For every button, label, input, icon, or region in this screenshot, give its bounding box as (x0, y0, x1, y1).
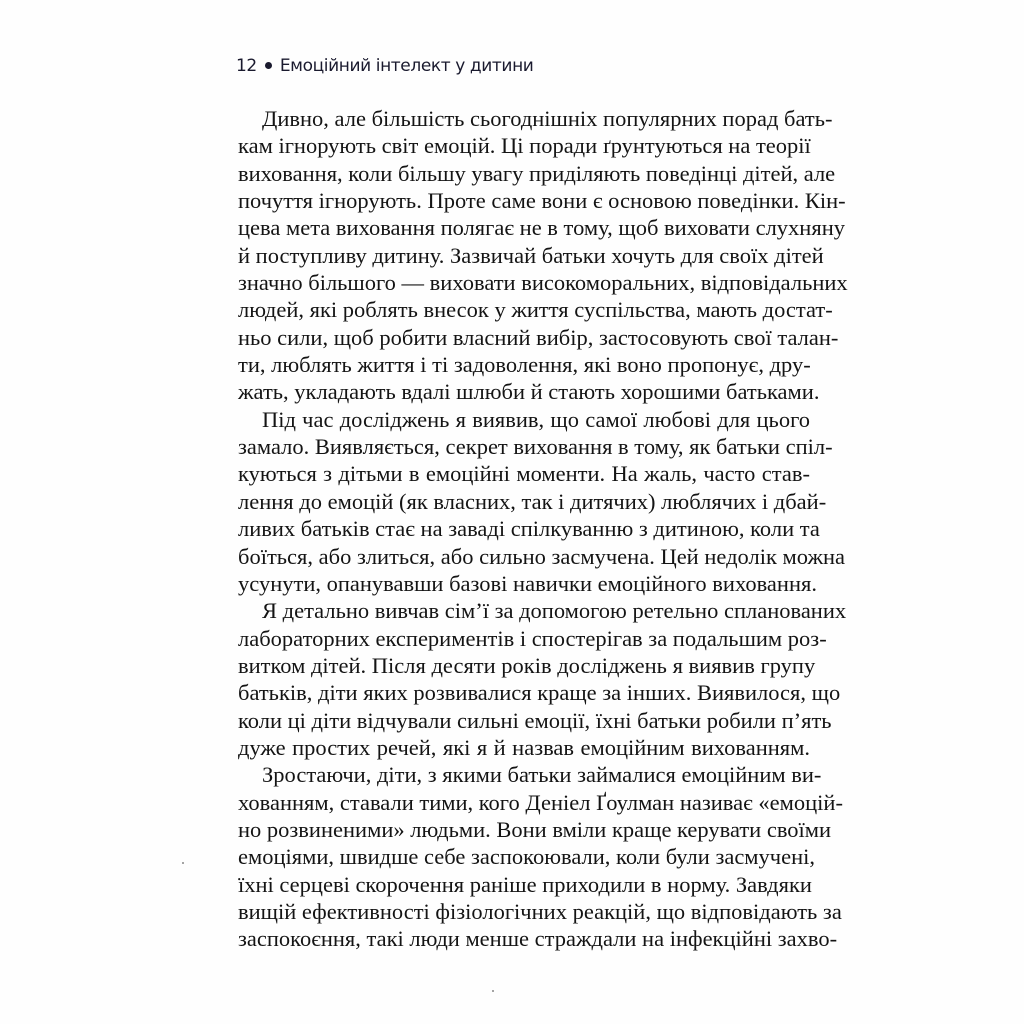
text-line: лабораторних експериментів і спостерігав за подальшим роз- (238, 625, 827, 651)
text-line: куються з дітьми в емоційні моменти. На жаль, часто став- (238, 461, 810, 487)
text-line: дуже простих речей, які я й назвав емоційним вихованням. (238, 734, 810, 760)
text-line: емоціями, швидше себе заспокоювали, коли були засмучені, (238, 844, 816, 870)
text-line: вищій ефективності фізіологічних реакцій, що відповідають за (238, 898, 842, 924)
text-line: кам ігнорують світ емоцій. Ці поради ґрунтуються на теорії (238, 133, 811, 159)
paragraph (238, 597, 847, 761)
text-line: цева мета виховання полягає не в тому, щоб виховати слухняну (238, 215, 845, 241)
body-text (238, 105, 848, 953)
text-line: людей, які роблять внесок у життя суспільства, мають достат- (238, 297, 833, 323)
text-line: витком дітей. Після десяти років досліджень я виявив групу (238, 652, 816, 678)
text-line: виховання, коли більшу увагу приділяють поведінці дітей, але (238, 160, 836, 186)
text-line: лення до емоцій (як власних, так і дитячих) люблячих і дбай- (238, 488, 827, 514)
text-line: но розвиненими» людьми. Вони вміли краще керувати своїми (238, 816, 832, 842)
text-line: усунути, опанувавши базові навички емоційного виховання. (238, 570, 817, 596)
print-speck (182, 862, 184, 864)
text-line: почуття ігнорують. Проте саме вони є основою поведінки. Кін- (238, 188, 846, 214)
paragraph (238, 761, 843, 952)
paragraph (238, 406, 846, 597)
text-line: їхні серцеві скорочення раніше приходили в норму. Завдяки (238, 871, 812, 897)
text-line: Зростаючи, діти, з якими батьки займалися емоційним ви- (262, 762, 822, 788)
text-line: хованням, ставали тими, кого Деніел Ґоулман називає «емоцій- (238, 789, 843, 815)
print-speck (492, 990, 494, 992)
text-line: Дивно, але більшість сьогоднішніх популярних порад бать- (262, 106, 833, 131)
text-line: ти, люблять життя і ті задоволення, які воно пропонує, дру- (238, 352, 811, 378)
text-line: Я детально вивчав сім’ї за допомогою ретельно спланованих (262, 598, 847, 624)
text-line: ньо сили, щоб робити власний вибір, застосовують свої талан- (238, 324, 839, 350)
page-number: 12 (236, 56, 257, 76)
running-head (236, 56, 533, 76)
paragraph (238, 105, 848, 406)
text-line: й поступливу дитину. Зазвичай батьки хочуть для своїх дітей (238, 242, 824, 268)
text-line: коли ці діти відчували сильні емоції, їхні батьки робили п’ять (238, 707, 832, 733)
text-line: боїться, або злиться, або сильно засмучена. Цей недолік можна (238, 543, 846, 569)
book-title: Емоційний інтелект у дитини (279, 56, 534, 76)
text-line: заспокоєння, такі люди менше страждали на інфекційні захво- (238, 926, 838, 952)
text-line: ливих батьків стає на заваді спілкуванню з дитиною, коли та (238, 516, 820, 542)
text-line: Під час досліджень я виявив, що самої любові для цього (262, 406, 810, 432)
bullet-separator-icon (265, 62, 272, 69)
text-line: замало. Виявляється, секрет виховання в тому, як батьки спіл- (238, 434, 833, 460)
text-line: батьків, діти яких розвивалися краще за інших. Виявилося, що (238, 680, 841, 706)
text-line: значно більшого — виховати високоморальних, відповідальних (238, 270, 848, 296)
text-line: жать, укладають вдалі шлюби й стають хорошими батьками. (238, 379, 820, 405)
